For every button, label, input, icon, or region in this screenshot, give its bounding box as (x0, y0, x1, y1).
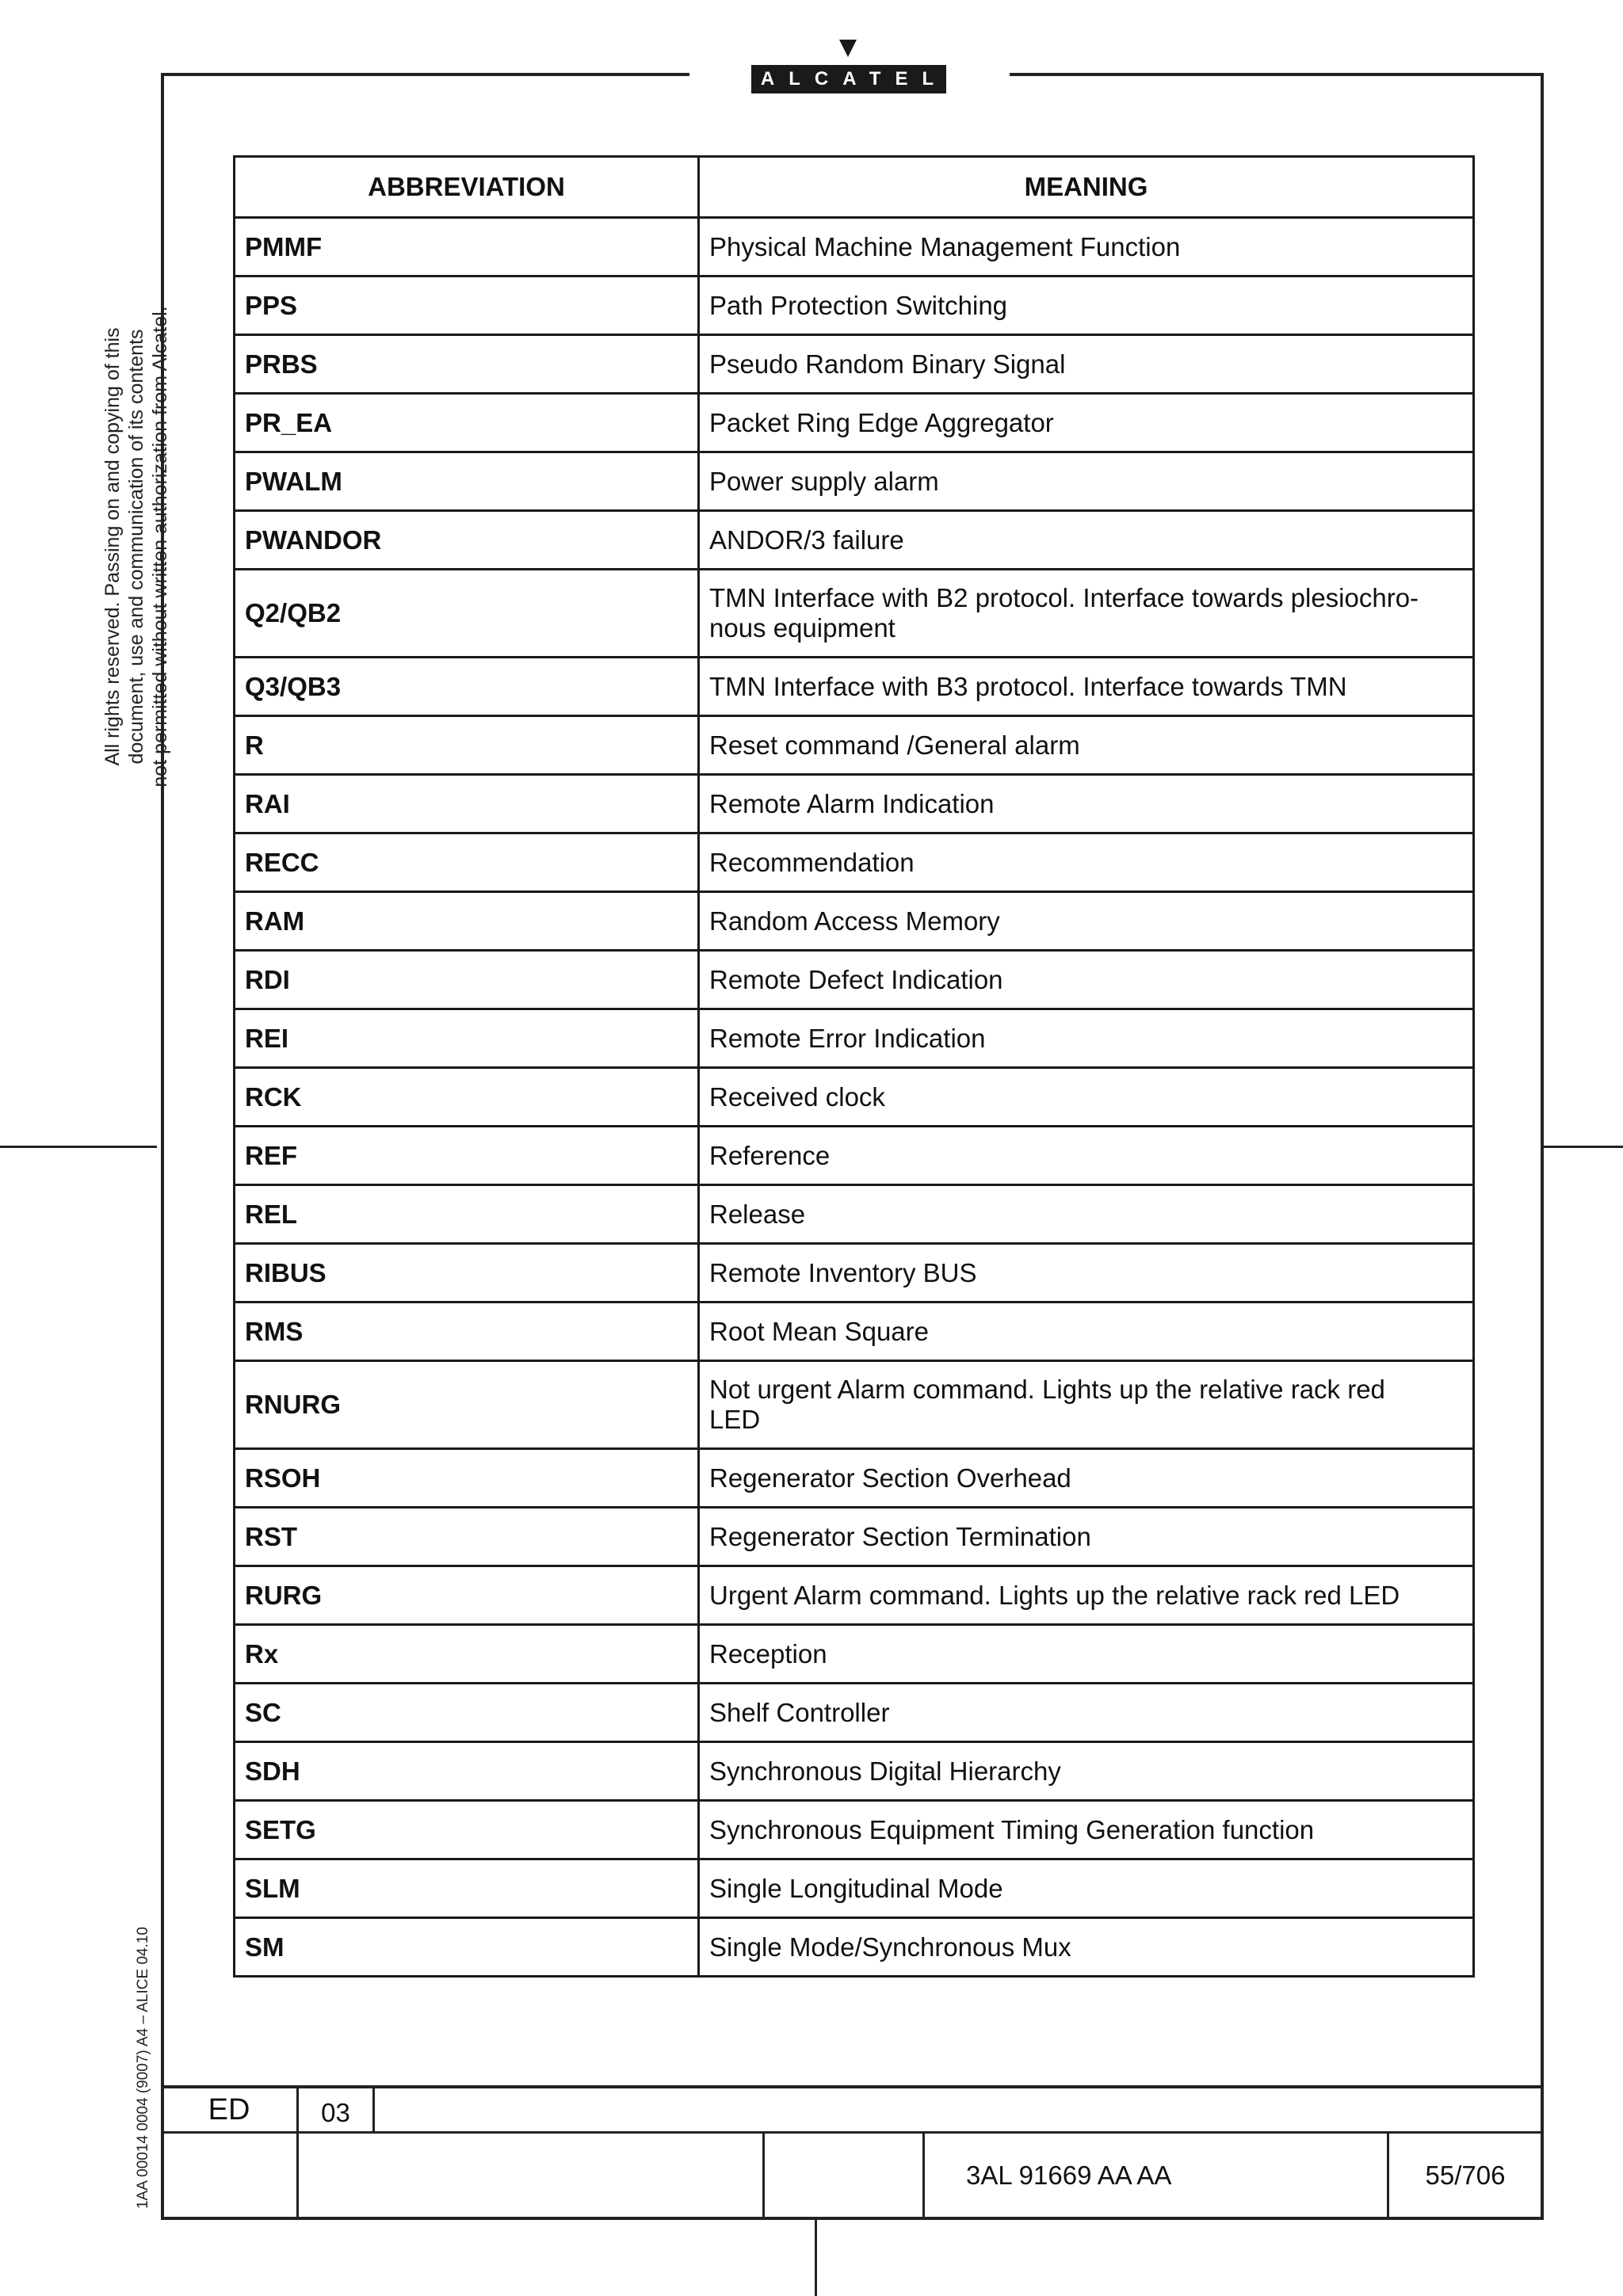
abbreviation-cell: PMMF (235, 218, 699, 277)
meaning-cell: Reference (699, 1127, 1474, 1185)
footer-divider (762, 2131, 765, 2220)
table-row (235, 1566, 1474, 1625)
footer-bottom-line (162, 2217, 1541, 2220)
abbreviation-cell: PR_EA (235, 394, 699, 452)
abbreviation-cell: REI (235, 1009, 699, 1068)
table-row (235, 218, 1474, 277)
abbreviation-cell: RAM (235, 892, 699, 951)
meaning-column-header: MEANING (699, 157, 1474, 218)
table-row (235, 716, 1474, 775)
table-row (235, 1508, 1474, 1566)
meaning-cell: Synchronous Digital Hierarchy (699, 1742, 1474, 1801)
meaning-cell: Random Access Memory (699, 892, 1474, 951)
table-row (235, 1127, 1474, 1185)
meaning-cell: Reset command /General alarm (699, 716, 1474, 775)
table-row (235, 1625, 1474, 1684)
meaning-cell: Shelf Controller (699, 1684, 1474, 1742)
abbreviation-cell: Rx (235, 1625, 699, 1684)
meaning-cell: Path Protection Switching (699, 277, 1474, 335)
abbreviation-cell: PRBS (235, 335, 699, 394)
meaning-cell: Synchronous Equipment Timing Generation function (699, 1801, 1474, 1859)
table-row (235, 775, 1474, 833)
meaning-cell: Release (699, 1185, 1474, 1244)
meaning-cell: ANDOR/3 failure (699, 511, 1474, 570)
meaning-cell: Power supply alarm (699, 452, 1474, 511)
page-number: 55/706 (1425, 2160, 1506, 2190)
abbreviation-cell: Q3/QB3 (235, 658, 699, 716)
table-row (235, 394, 1474, 452)
table-row (235, 1185, 1474, 1244)
ed-value: 03 (321, 2098, 350, 2127)
table-row (235, 335, 1474, 394)
mark-right (1544, 1146, 1623, 1148)
meaning-cell: Regenerator Section Overhead (699, 1449, 1474, 1508)
frame-top-right (1010, 73, 1544, 76)
meaning-cell: Not urgent Alarm command. Lights up the relative rack red LED (699, 1361, 1474, 1449)
meaning-cell: Remote Inventory BUS (699, 1244, 1474, 1302)
meaning-cell: Physical Machine Management Function (699, 218, 1474, 277)
table-row (235, 1859, 1474, 1918)
frame-top-left (162, 73, 689, 76)
table-row (235, 1449, 1474, 1508)
abbreviation-cell: RIBUS (235, 1244, 699, 1302)
table-row (235, 1244, 1474, 1302)
mark-left (0, 1146, 157, 1148)
meaning-cell: Remote Defect Indication (699, 951, 1474, 1009)
abbreviation-cell: PPS (235, 277, 699, 335)
table-row (235, 570, 1474, 658)
mark-bottom (815, 2220, 817, 2296)
table-row (235, 277, 1474, 335)
meaning-cell: Single Mode/Synchronous Mux (699, 1918, 1474, 1977)
table-row (235, 1801, 1474, 1859)
abbreviation-cell: REF (235, 1127, 699, 1185)
copyright-notice (101, 269, 172, 824)
table-row (235, 452, 1474, 511)
table-row (235, 511, 1474, 570)
meaning-cell: Regenerator Section Termination (699, 1508, 1474, 1566)
abbreviation-cell: RSOH (235, 1449, 699, 1508)
table-row (235, 1684, 1474, 1742)
table-row (235, 1918, 1474, 1977)
meaning-cell: Root Mean Square (699, 1302, 1474, 1361)
table-header-row (235, 157, 1474, 218)
abbreviation-cell: SC (235, 1684, 699, 1742)
abbreviation-cell: PWANDOR (235, 511, 699, 570)
table-row (235, 892, 1474, 951)
abbreviation-cell: Q2/QB2 (235, 570, 699, 658)
footer-top-line (162, 2085, 1541, 2088)
abbreviation-cell: RAI (235, 775, 699, 833)
table-row (235, 1068, 1474, 1127)
meaning-cell: Remote Alarm Indication (699, 775, 1474, 833)
abbreviation-cell: RDI (235, 951, 699, 1009)
form-code: 1AA 00014 0004 (9007) A4 – ALICE 04.10 (135, 1927, 151, 2210)
abbreviation-cell: SM (235, 1918, 699, 1977)
table-row (235, 833, 1474, 892)
abbreviation-cell: RCK (235, 1068, 699, 1127)
logo-arrow-icon (839, 40, 857, 57)
abbreviation-cell: SLM (235, 1859, 699, 1918)
copyright-line: document, use and communication of its contents (125, 329, 147, 765)
table-row (235, 951, 1474, 1009)
meaning-cell: Recommendation (699, 833, 1474, 892)
footer-divider (372, 2085, 375, 2133)
abbreviation-cell: PWALM (235, 452, 699, 511)
meaning-cell: Single Longitudinal Mode (699, 1859, 1474, 1918)
meaning-cell: Received clock (699, 1068, 1474, 1127)
ed-label: ED (208, 2092, 250, 2126)
abbreviation-cell: R (235, 716, 699, 775)
meaning-cell: Remote Error Indication (699, 1009, 1474, 1068)
document-code: 3AL 91669 AA AA (966, 2160, 1172, 2190)
table-row (235, 1009, 1474, 1068)
meaning-cell: Urgent Alarm command. Lights up the relative rack red LED (699, 1566, 1474, 1625)
meaning-cell: Packet Ring Edge Aggregator (699, 394, 1474, 452)
abbreviation-cell: SDH (235, 1742, 699, 1801)
copyright-line: not permitted without written authorization from Alcatel. (149, 306, 171, 788)
alcatel-logo: ALCATEL (751, 65, 946, 93)
abbreviation-cell: SETG (235, 1801, 699, 1859)
abbreviation-table (233, 155, 1475, 1978)
meaning-cell: Pseudo Random Binary Signal (699, 335, 1474, 394)
meaning-cell: TMN Interface with B3 protocol. Interface towards TMN (699, 658, 1474, 716)
abbreviation-cell: RURG (235, 1566, 699, 1625)
abbreviation-column-header: ABBREVIATION (235, 157, 699, 218)
abbreviation-cell: REL (235, 1185, 699, 1244)
table-row (235, 658, 1474, 716)
meaning-cell: TMN Interface with B2 protocol. Interface towards plesiochro- nous equipment (699, 570, 1474, 658)
abbreviation-cell: RST (235, 1508, 699, 1566)
abbreviation-cell: RNURG (235, 1361, 699, 1449)
abbreviation-cell: RECC (235, 833, 699, 892)
table-row (235, 1742, 1474, 1801)
title-block (162, 2085, 1541, 2220)
meaning-cell: Reception (699, 1625, 1474, 1684)
copyright-line: All rights reserved. Passing on and copying of this (101, 327, 124, 766)
table-row (235, 1361, 1474, 1449)
table-row (235, 1302, 1474, 1361)
abbreviation-cell: RMS (235, 1302, 699, 1361)
